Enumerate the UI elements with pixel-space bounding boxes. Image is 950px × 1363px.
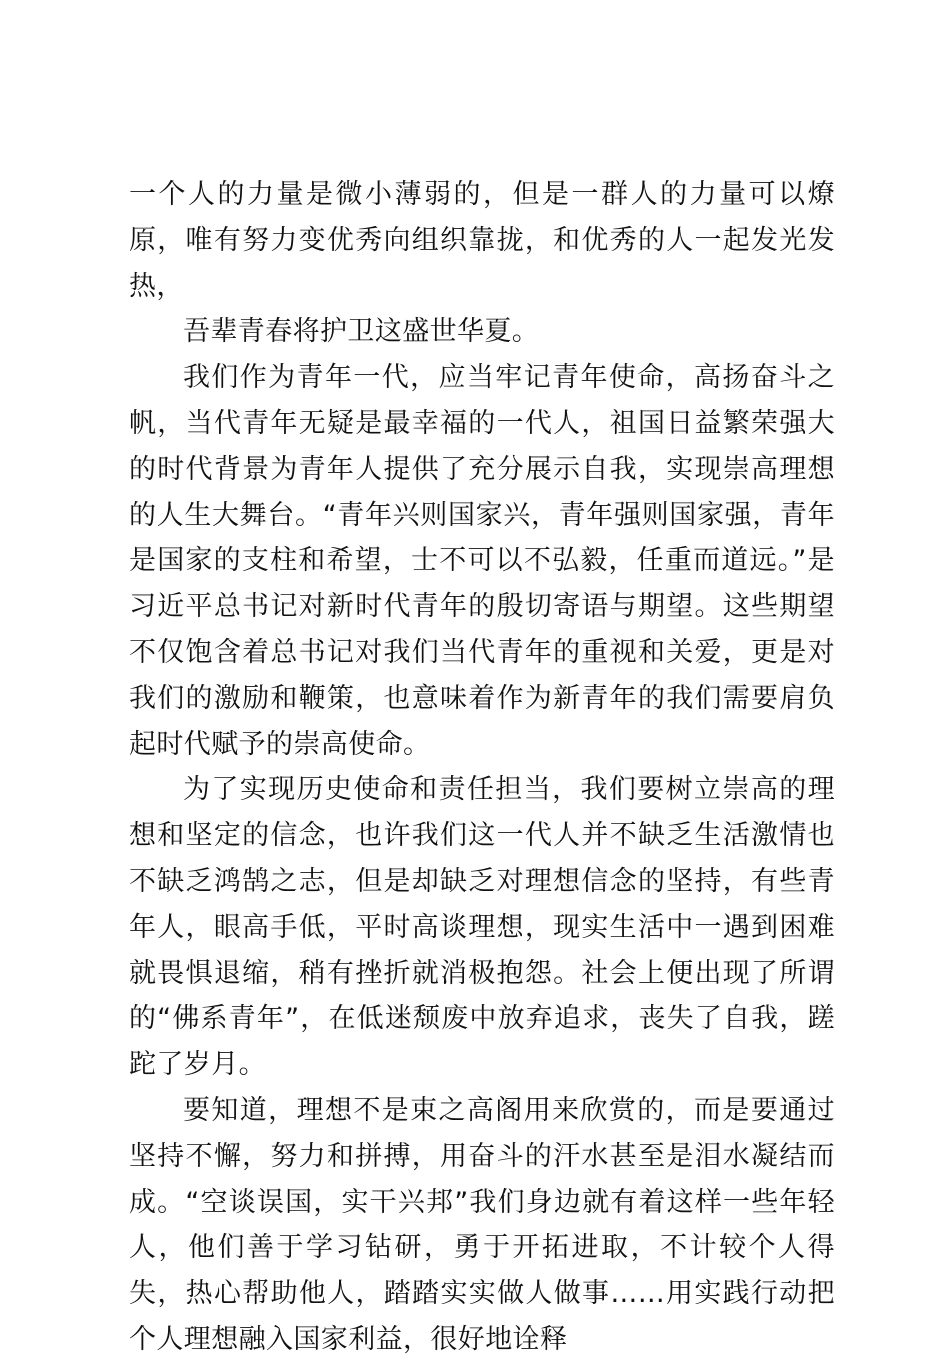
paragraph-3: 我们作为青年一代，应当牢记青年使命，高扬奋斗之帆，当代青年无疑是最幸福的一代人，祖国日益繁荣强大的时代背景为青年人提供了充分展示自我，实现崇高理想的人生大舞台。“青年兴则国家兴，青年强则国家强，青年是国家的支柱和希望，士不可以不弘毅，任重而道远。”是习近平总书记对新时代青年的殷切寄语与期望。这些期望不仅饱含着总书记对我们当代青年的重视和关爱，更是对我们的激励和鞭策，也意味着作为新青年的我们需要肩负起时代赋予的崇高使命。 — [129, 362, 835, 760]
paragraph-5: 要知道，理想不是束之高阁用来欣赏的，而是要通过坚持不懈，努力和拼搏，用奋斗的汗水甚至是泪水凝结而成。“空谈误国，实干兴邦”我们身边就有着这样一些年轻人，他们善于学习钻研，勇于开拓进取，不计较个人得失，热心帮助他人，踏踏实实做人做事……用实践行动把个人理想融入国家利益，很好地诠释 — [129, 1094, 835, 1355]
paragraph-1: 一个人的力量是微小薄弱的，但是一群人的力量可以燎原，唯有努力变优秀向组织靠拢，和优秀的人一起发光发热， — [129, 179, 835, 302]
paragraph-2: 吾辈青春将护卫这盛世华夏。 — [183, 316, 540, 348]
document-body — [129, 172, 835, 1363]
paragraph-4: 为了实现历史使命和责任担当，我们要树立崇高的理想和坚定的信念，也许我们这一代人并不缺乏生活激情也不缺乏鸿鹄之志，但是却缺乏对理想信念的坚持，有些青年人，眼高手低，平时高谈理想，现实生活中一遇到困难就畏惧退缩，稍有挫折就消极抱怨。社会上便出现了所谓的“佛系青年”，在低迷颓废中放弃追求，丧失了自我，蹉跎了岁月。 — [129, 774, 835, 1081]
